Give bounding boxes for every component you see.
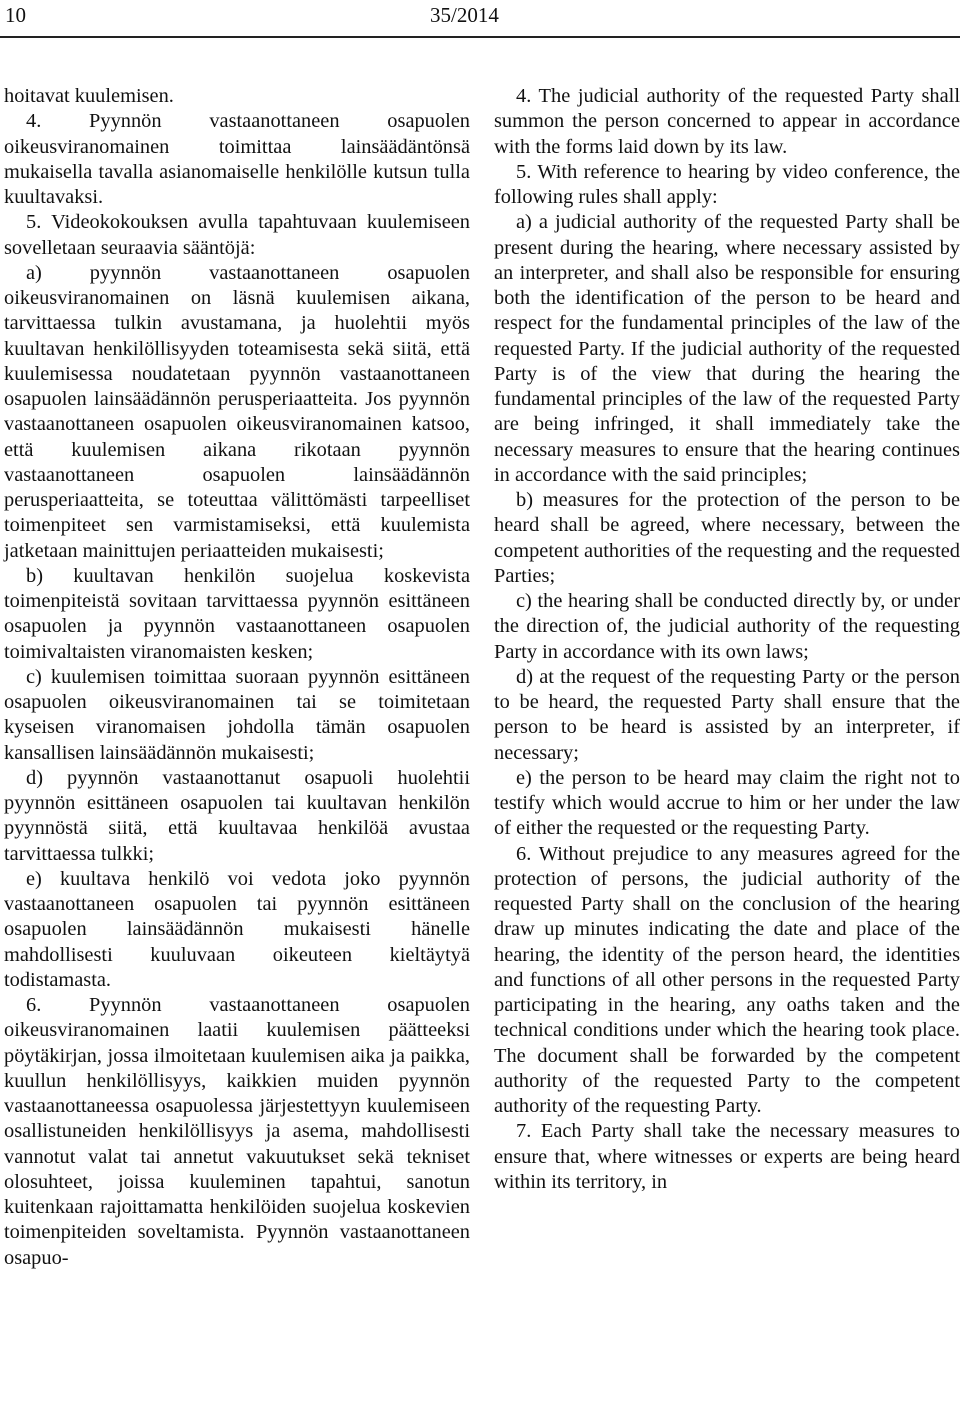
paragraph: a) a judicial authority of the requested Party shall be present during the hearing, where necessary assisted by an interpreter, and shall also be responsible for ensuring both the identification of the person to be heard and respect for the fundamental principles of the law of the requested Party. If the judicial authority of the requested Party is of the view that during the hearing the fundamental principles of the law of the requested Party are being infringed, it shall immediately take the necessary measures to ensure that the hearing continues in accordance with the said principles; [494,211,960,486]
header-rule [0,36,960,38]
paragraph: 4. Pyynnön vastaanottaneen osapuolen oikeusviranomainen toimittaa lainsäädäntönsä mukaisella tavalla asianomaiselle henkilölle kutsun tulla kuultavaksi. [4,110,470,208]
paragraph: 4. The judicial authority of the requested Party shall summon the person concerned to appear in accordance with the forms laid down by its law. [494,85,960,158]
page-number: 10 [5,3,26,27]
page-header [0,0,960,40]
paragraph: 6. Without prejudice to any measures agreed for the protection of persons, the judicial authority of the requested Party shall on the conclusion of the hearing draw up minutes indicating the date and place of the hearing, the identity of the person heard, the identities and functions of all other persons in the requested Party participating in the hearing, any oaths taken and the technical conditions under which the hearing took place. The document shall be forwarded by the competent authority of the requested Party to the competent authority of the requesting Party. [494,842,960,1117]
paragraph: 5. Videokokouksen avulla tapahtuvaan kuulemiseen sovelletaan seuraavia sääntöjä: [4,211,470,259]
english-text-column [494,84,960,1195]
paragraph: 7. Each Party shall take the necessary measures to ensure that, where witnesses or experts are being heard within its territory, in [494,1120,960,1193]
paragraph: b) measures for the protection of the person to be heard shall be agreed, where necessary, between the competent authorities of the requesting and the requested Parties; [494,489,960,587]
finnish-text-column [4,84,470,1271]
issue-number: 35/2014 [430,3,499,27]
paragraph: hoitavat kuulemisen. [4,85,174,107]
paragraph: d) pyynnön vastaanottanut osapuoli huolehtii pyynnön esittäneen osapuolen tai kuultavan henkilön pyynnöstä siitä, että kuultavaa henkilöä avustaa tarvittaessa tulkki; [4,766,470,865]
paragraph: b) kuultavan henkilön suojelua koskevista toimenpiteistä sovitaan tarvittaessa pyynnön esittäneen osapuolen ja pyynnön vastaanottaneen osapuolen toimivaltaisten viranomaisten kesken; [4,564,470,663]
paragraph: e) the person to be heard may claim the right not to testify which would accrue to him or her under the law of either the requested or the requesting Party. [494,766,960,840]
paragraph: 6. Pyynnön vastaanottaneen osapuolen oikeusviranomainen laatii kuulemisen päätteeksi pöytäkirjan, jossa ilmoitetaan kuulemisen aika ja paikka, kuullun henkilöllisyys, kaikkien muiden pyynnön vastaanottaneessa osapuolessa järjestettyyn kuulemiseen osallistuneiden henkilöllisyys ja asema, mahdollisesti vannotut valat tai annetut vakuutukset sekä tekniset olosuhteet, joissa kuuleminen tapahtui, sanotun kuitenkaan rajoittamatta henkilöiden suojelua koskevien toimenpiteiden soveltamista. Pyynnön vastaanottaneen osapuo- [4,994,470,1269]
paragraph: 5. With reference to hearing by video conference, the following rules shall apply: [494,160,960,208]
paragraph: c) kuulemisen toimittaa suoraan pyynnön esittäneen osapuolen oikeusviranomainen tai se toimitetaan kyseisen viranomaisen johdolla tämän osapuolen kansallisen lainsäädännön mukaisesti; [4,665,470,764]
paragraph: d) at the request of the requesting Party or the person to be heard, the requested Party shall ensure that the person to be heard is assisted by an interpreter, if necessary; [494,665,960,764]
paragraph: e) kuultava henkilö voi vedota joko pyynnön vastaanottaneen osapuolen tai pyynnön esittäneen osapuolen lainsäädännön mukaisesti hänelle mahdollisesti kuuluvaan oikeuteen kieltäytyä todistamasta. [4,867,470,991]
paragraph: c) the hearing shall be conducted directly by, or under the direction of, the judicial authority of the requesting Party in accordance with its own laws; [494,590,960,663]
paragraph: a) pyynnön vastaanottaneen osapuolen oikeusviranomainen on läsnä kuulemisen aikana, tarvittaessa tulkin avustamana, ja huolehtii myös kuultavan henkilöllisyyden toteamisesta sekä siitä, että kuulemisessa noudatetaan pyynnön vastaanottaneen osapuolen lainsäädännön perusperiaatteita. Jos pyynnön vastaanottaneen osapuolen oikeusviranomainen katsoo, että kuulemisen aikana rikotaan pyynnön vastaanottaneen osapuolen lainsäädännön perusperiaatteita, se toteuttaa välittömästi tarpeelliset toimenpiteet sen varmistamiseksi, että kuulemista jatketaan mainittujen periaatteiden mukaisesti; [4,261,470,562]
